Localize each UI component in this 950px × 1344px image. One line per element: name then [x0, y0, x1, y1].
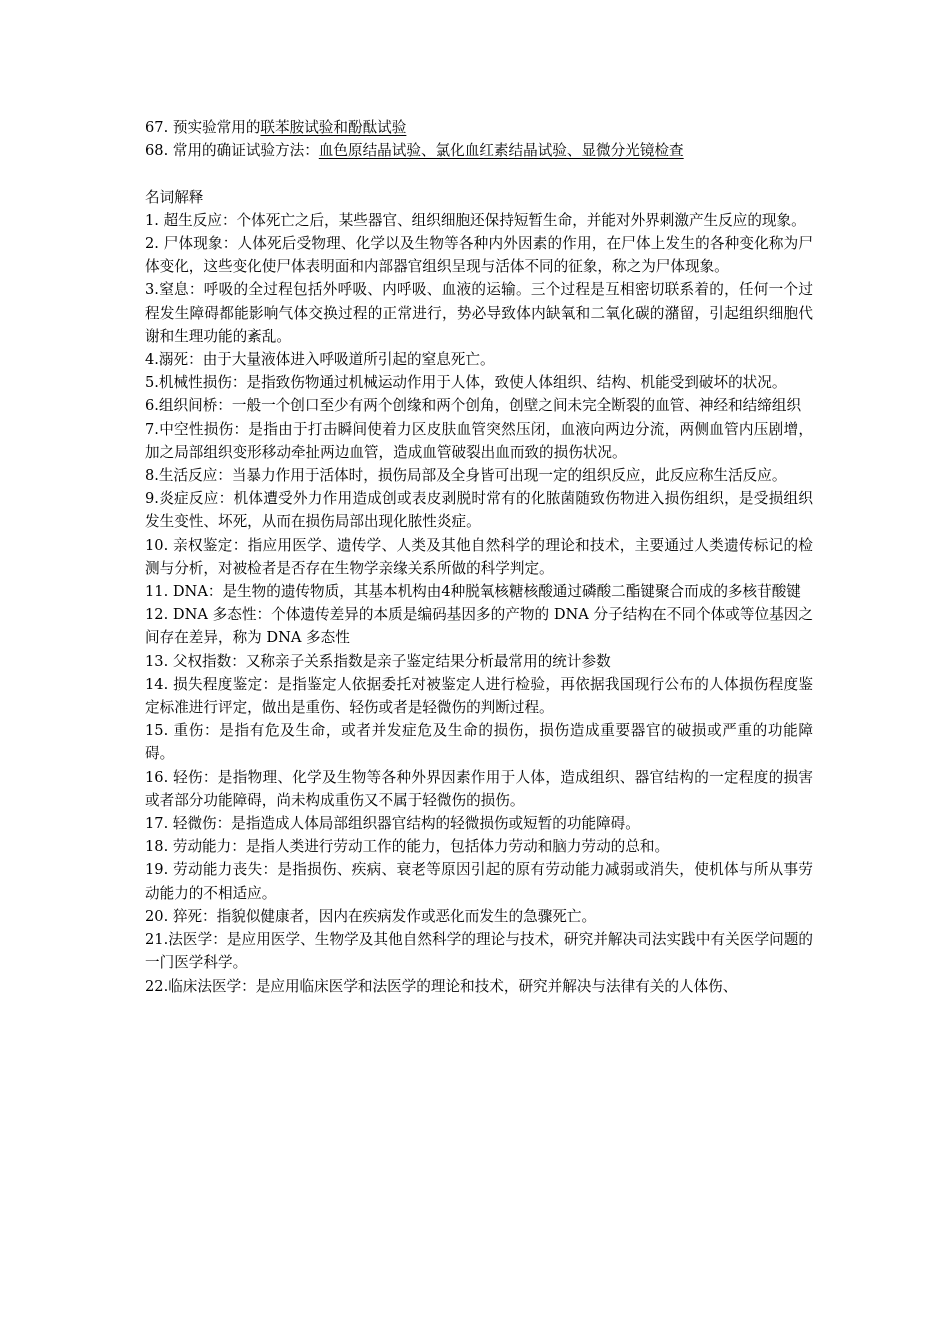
intro-prefix: 67. 预实验常用的 [145, 119, 261, 136]
definition-entry-12: 12. DNA 多态性：个体遗传差异的本质是编码基因多的产物的 DNA 分子结构在不同个体或等位基因之间存在差异，称为 DNA 多态性 [145, 606, 813, 647]
document-page [145, 116, 813, 998]
definition-entry-22: 22.临床法医学：是应用临床医学和法医学的理论和技术，研究并解决与法律有关的人体伤、 [145, 977, 738, 995]
definition-entry-3: 3.窒息：呼吸的全过程包括外呼吸、内呼吸、血液的运输。三个过程是互相密切联系着的，任何一个过程发生障碍都能影响气体交换过程的正常进行，势必导致体内缺氧和二氧化碳的潴留，引起组织细胞代谢和生理功能的紊乱。 [145, 281, 813, 345]
definition-entry-1: 1. 超生反应：个体死亡之后，某些器官、组织细胞还保持短暂生命，并能对外界刺激产生反应的现象。 [145, 211, 806, 229]
intro-prefix: 68. 常用的确证试验方法： [145, 142, 319, 160]
definition-entry-20: 20. 猝死：指貌似健康者，因内在疾病发作或恶化而发生的急骤死亡。 [145, 907, 597, 925]
intro-line-67 [145, 116, 813, 139]
definition-entry-14: 14. 损失程度鉴定：是指鉴定人依据委托对被鉴定人进行检验，再依据我国现行公布的人体损伤程度鉴定标准进行评定，做出是重伤、轻伤或者是轻微伤的判断过程。 [145, 675, 813, 717]
definition-entry-8: 8.生活反应：当暴力作用于活体时，损伤局部及全身皆可出现一定的组织反应，此反应称生活反应。 [145, 467, 787, 485]
definition-entry-13: 13. 父权指数：又称亲子关系指数是亲子鉴定结果分析最常用的统计参数 [145, 652, 611, 670]
definition-entry-10: 10. 亲权鉴定：指应用医学、遗传学、人类及其他自然科学的理论和技术，主要通过人类遗传标记的检测与分析，对被检者是否存在生物学亲缘关系所做的科学判定。 [145, 536, 813, 577]
definition-entry-7: 7.中空性损伤：是指由于打击瞬间使着力区皮肤血管突然压闭，血液向两边分流，两侧血管内压剧增，加之局部组织变形移动牵扯两边血管，造成血管破裂出血而致的损伤状况。 [145, 420, 813, 461]
definition-entry-17: 17. 轻微伤：是指造成人体局部组织器官结构的轻微损伤或短暂的功能障碍。 [145, 815, 640, 833]
definition-entry-19: 19. 劳动能力丧失：是指损伤、疾病、衰老等原因引起的原有劳动能力减弱或消失，使机体与所从事劳动能力的不相适应。 [145, 861, 813, 902]
definition-entry-21: 21.法医学：是应用医学、生物学及其他自然科学的理论与技术，研究并解决司法实践中有关医学问题的一门医学科学。 [145, 931, 813, 972]
definition-entry-6: 6.组织间桥：一般一个创口至少有两个创缘和两个创角，创壁之间未完全断裂的血管、神经和结缔组织 [145, 397, 802, 415]
definition-entry-4: 4.溺死：由于大量液体进入呼吸道所引起的窒息死亡。 [145, 351, 495, 369]
definition-entry-2: 2. 尸体现象：人体死后受物理、化学以及生物等各种内外因素的作用，在尸体上发生的各种变化称为尸体变化，这些变化使尸体表明面和内部器官组织呈现与活体不同的征象，称之为尸体现象。 [145, 235, 813, 276]
definition-entry-9: 9.炎症反应：机体遭受外力作用造成创或表皮剥脱时常有的化脓菌随致伤物进入损伤组织，是受损组织发生变性、坏死，从而在损伤局部出现化脓性炎症。 [145, 490, 813, 531]
definition-entry-15: 15. 重伤：是指有危及生命，或者并发症危及生命的损伤，损伤造成重要器官的破损或严重的功能障碍。 [145, 722, 813, 763]
intro-underlined-answer: 血色原结晶试验、氯化血红素结晶试验、显微分光镜检查 [318, 142, 684, 160]
intro-underlined-answer: 联苯胺试验和酚酞试验 [260, 119, 407, 136]
definition-entry-5: 5.机械性损伤：是指致伤物通过机械运动作用于人体，致使人体组织、结构、机能受到破坏的状况。 [145, 374, 787, 392]
definition-entry-18: 18. 劳动能力：是指人类进行劳动工作的能力，包括体力劳动和脑力劳动的总和。 [145, 838, 670, 856]
definition-entry-16: 16. 轻伤：是指物理、化学及生物等各种外界因素作用于人体，造成组织、器官结构的一定程度的损害或者部分功能障碍，尚未构成重伤又不属于轻微伤的损伤。 [145, 768, 813, 809]
section-title: 名词解释 [145, 188, 204, 206]
definition-entry-11: 11. DNA：是生物的遗传物质，其基本机构由4种脱氧核糖核酸通过磷酸二酯键聚合而成的多核苷酸键 [145, 583, 801, 601]
intro-line-68 [145, 139, 813, 162]
spacer [145, 162, 813, 185]
